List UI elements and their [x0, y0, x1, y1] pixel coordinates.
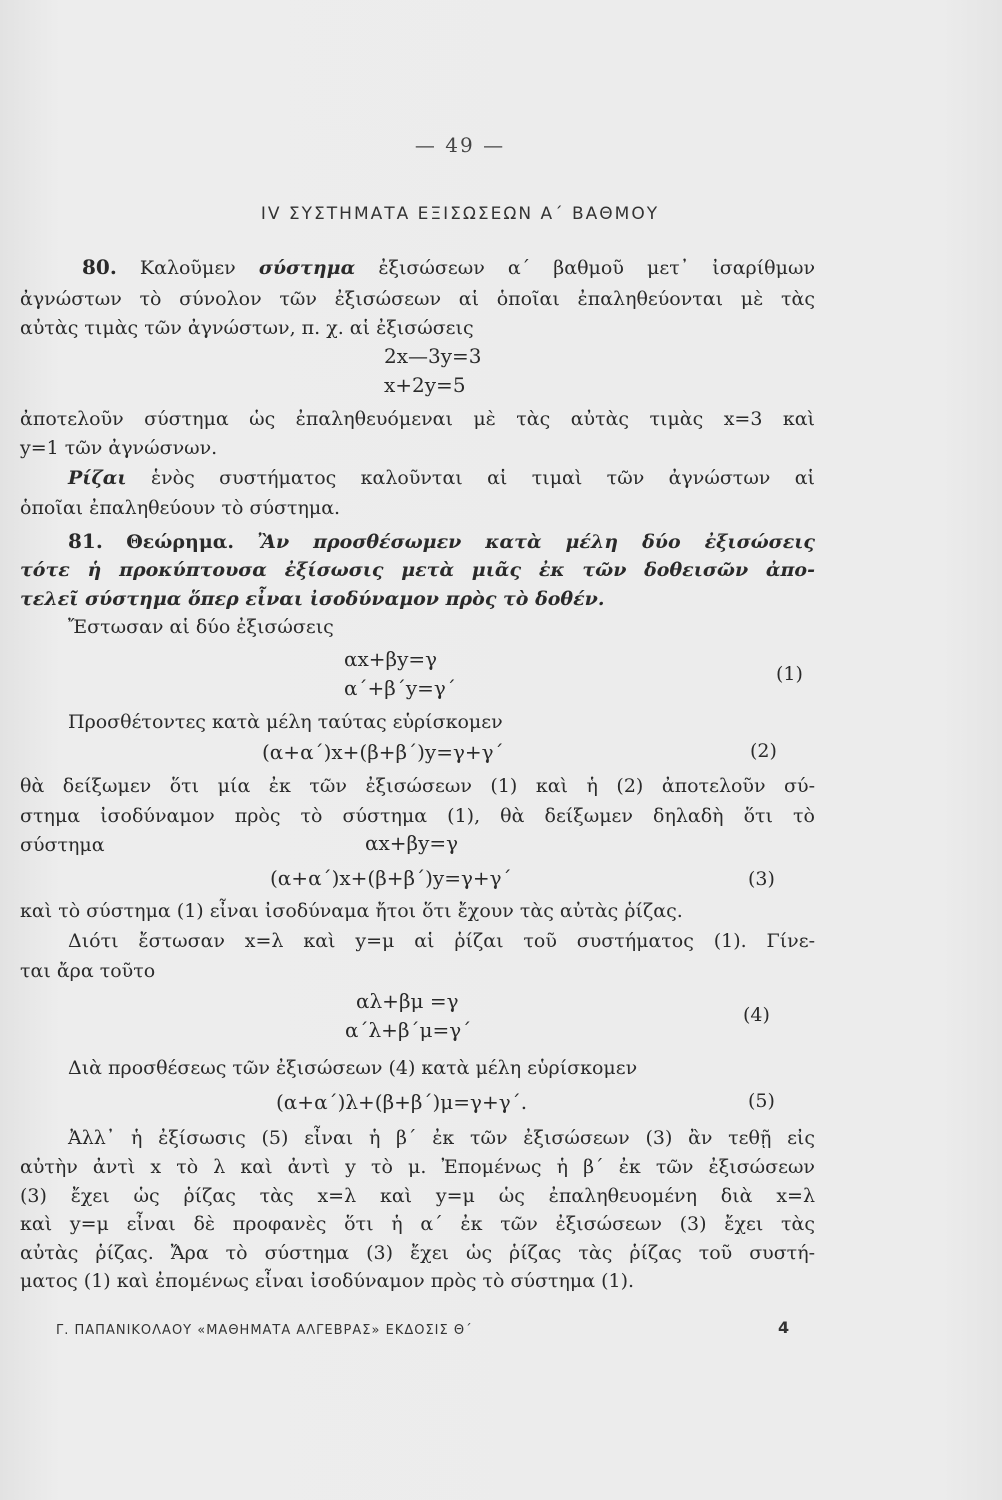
s80-line-2: ἀγνώστων τὸ σύνολον τῶν ἐξισώσεων αἱ ὁποῖαι ἐπαληθεύονται μὲ τὰς: [20, 288, 815, 310]
s81-theorem-line-3: τελεῖ σύστημα ὅπερ εἶναι ἰσοδύναμον πρὸς τὸ δοθέν.: [20, 588, 605, 610]
s81-para-2: Προσθέτοντες κατὰ μέλη ταύτας εὑρίσκομεν: [68, 711, 503, 733]
s81-para-10: Ἀλλ᾽ ἡ ἐξίσωσις (5) εἶναι ἡ β΄ ἐκ τῶν ἐξισώσεων (3) ἂν τεθῇ εἰς: [68, 1127, 815, 1149]
footer-imprint: Γ. ΠΑΠΑΝΙΚΟΛΑΟΥ «ΜΑΘΗΜΑΤΑ ΑΛΓΕΒΡΑΣ» ΕΚΔΟΣΙΣ Θ΄: [56, 1323, 473, 1338]
s81-theorem-line-1: 81. Θεώρημα. Ἂν προσθέσωμεν κατὰ μέλη δύο ἐξισώσεις: [68, 529, 816, 553]
equation-4b: α΄λ+β΄μ=γ΄: [345, 1018, 472, 1042]
term-systema: σύστημα: [258, 257, 356, 279]
equation-tag-1: (1): [776, 663, 803, 685]
page-number: — 49 —: [414, 133, 506, 157]
example-equation-2: x+2y=5: [384, 373, 466, 397]
s80-line-5: y=1 τῶν ἀγνώσνων.: [20, 437, 218, 459]
example-equation-1: 2x—3y=3: [384, 344, 482, 368]
equation-1a: αx+βy=γ: [344, 647, 438, 671]
s81-para-1: Ἔστωσαν αἱ δύο ἐξισώσεις: [68, 616, 334, 638]
equation-3b: (α+α΄)x+(β+β΄)y=γ+γ΄: [270, 866, 512, 890]
s81-para-7: Διότι ἔστωσαν x=λ καὶ y=μ αἱ ῥίζαι τοῦ συστήματος (1). Γίνε-: [68, 930, 815, 952]
equation-2: (α+α΄)x+(β+β΄)y=γ+γ΄: [262, 740, 504, 764]
s81-para-13: καὶ y=μ εἶναι δὲ προφανὲς ὅτι ἡ α΄ ἐκ τῶν ἐξισώσεων (3) ἔχει τὰς: [20, 1213, 815, 1235]
equation-tag-2: (2): [750, 740, 777, 762]
signature-mark: 4: [778, 1318, 790, 1337]
s81-para-5: σύστημα: [20, 834, 105, 856]
equation-3a: αx+βy=γ: [365, 831, 459, 855]
s81-para-3: θὰ δείξωμεν ὅτι μία ἐκ τῶν ἐξισώσεων (1) καὶ ἡ (2) ἀποτελοῦν σύ-: [20, 775, 815, 797]
equation-5: (α+α΄)λ+(β+β΄)μ=γ+γ΄.: [276, 1090, 528, 1114]
equation-1b: α΄+β΄y=γ΄: [344, 676, 456, 700]
s80-line-7: ὁποῖαι ἐπαληθεύουν τὸ σύστημα.: [20, 497, 341, 519]
section-number-81: 81.: [68, 529, 103, 553]
s80-line-6: Ρίζαι ἑνὸς συστήματος καλοῦνται αἱ τιμαὶ τῶν ἀγνώστων αἱ: [68, 467, 816, 489]
equation-tag-3: (3): [748, 868, 775, 890]
term-rizai: Ρίζαι: [68, 467, 127, 489]
s81-para-8: ται ἄρα τοῦτο: [20, 960, 156, 982]
section-number-80: 80.: [82, 255, 117, 279]
s81-para-9: Διὰ προσθέσεως τῶν ἐξισώσεων (4) κατὰ μέλη εὑρίσκομεν: [68, 1057, 638, 1079]
s80-line-1: 80. Καλοῦμεν σύστημα ἐξισώσεων α΄ βαθμοῦ μετ᾽ ἰσαρίθμων: [82, 255, 816, 279]
equation-tag-4: (4): [743, 1004, 770, 1026]
theorem-heading: Θεώρημα.: [126, 531, 234, 553]
s81-para-12: (3) ἔχει ὡς ῥίζας τὰς x=λ καὶ y=μ ὡς ἐπαληθευομένη διὰ x=λ: [20, 1185, 815, 1207]
s81-para-4: στημα ἰσοδύναμον πρὸς τὸ σύστημα (1), θὰ δείξωμεν δηλαδὴ ὅτι τὸ: [20, 805, 815, 827]
s81-theorem-line-2: τότε ἡ προκύπτουσα ἐξίσωσις μετὰ μιᾶς ἐκ τῶν δοθεισῶν ἀπο-: [20, 559, 815, 581]
s81-para-14: αὐτὰς ῥίζας. Ἄρα τὸ σύστημα (3) ἔχει ὡς ῥίζας τὰς ῥίζας τοῦ συστή-: [20, 1242, 815, 1264]
s81-para-11: αὐτὴν ἀντὶ x τὸ λ καὶ ἀντὶ y τὸ μ. Ἐπομένως ἡ β΄ ἐκ τῶν ἐξισώσεων: [20, 1156, 815, 1178]
equation-4a: αλ+βμ =γ: [356, 989, 459, 1013]
equation-tag-5: (5): [748, 1090, 775, 1112]
s81-para-15: ματος (1) καὶ ἐπομένως εἶναι ἰσοδύναμον πρὸς τὸ σύστημα (1).: [20, 1270, 635, 1292]
s81-para-6: καὶ τὸ σύστημα (1) εἶναι ἰσοδύναμα ἤτοι ὅτι ἔχουν τὰς αὐτὰς ῥίζας.: [20, 900, 683, 922]
s80-line-4: ἀποτελοῦν σύστημα ὡς ἐπαληθευόμεναι μὲ τὰς αὐτὰς τιμὰς x=3 καὶ: [20, 408, 815, 430]
s80-line-3: αὐτὰς τιμὰς τῶν ἀγνώστων, π. χ. αἱ ἐξισώσεις: [20, 317, 474, 339]
chapter-title: IV ΣΥΣΤΗΜΑΤΑ ΕΞΙΣΩΣΕΩΝ Α΄ ΒΑΘΜΟΥ: [260, 204, 660, 224]
